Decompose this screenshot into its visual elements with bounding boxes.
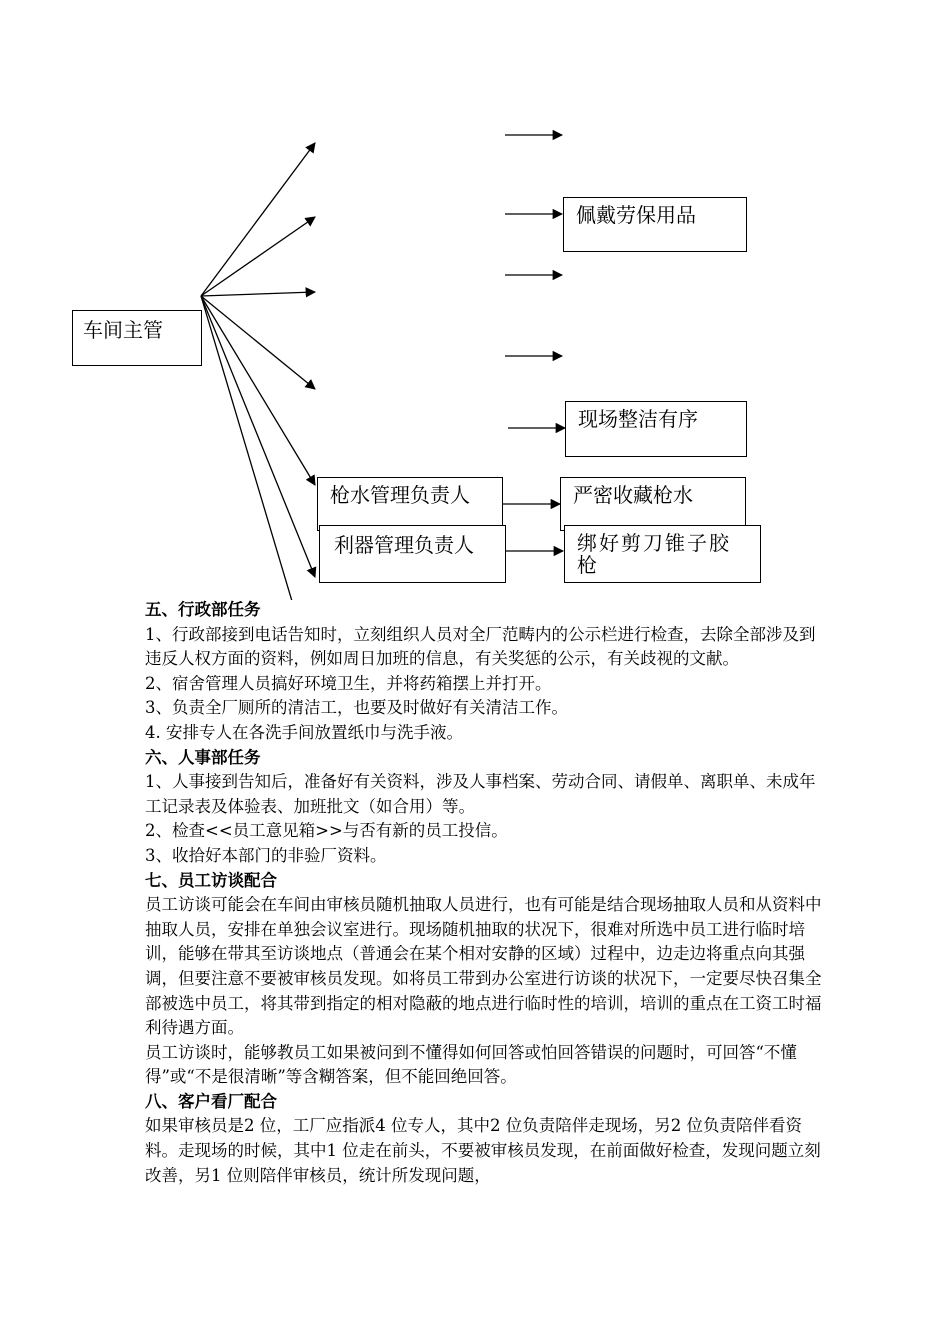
arrow-root-1 — [201, 143, 315, 296]
section-7-heading: 七、员工访谈配合 — [145, 870, 277, 890]
tool-task-line2: 枪 — [577, 553, 599, 577]
arrow-root-4 — [201, 296, 315, 389]
section-5-heading: 五、行政部任务 — [145, 600, 261, 619]
arrow-root-6 — [201, 296, 315, 577]
arrow-root-3 — [201, 292, 315, 296]
tool-owner-box — [319, 525, 506, 583]
tool-task-box — [564, 525, 761, 583]
section-6-heading: 六、人事部任务 — [145, 747, 261, 767]
section-7-para-1: 员工访谈可能会在车间由审核员随机抽取人员进行，也有可能是结合现场抽取人员和从资料中抽取人员，安排在单独会议室进行。现场随机抽取的状况下，很难对所选中员工进行临时培训，能够在带其至访谈地点（普通会在某个相对安静的区域）过程中，边走边将重点向其强调，但要注意不要被审核员发现。如将员工带到办公室进行访谈的状况下，一定要尽快召集全部被选中员工，将其带到指定的相对隐蔽的地点进行临时性的培训，培训的重点在工资工时福利待遇方面。 — [145, 895, 822, 1038]
section-6-para-3: 3、收拾好本部门的非验厂资料。 — [145, 845, 387, 865]
gun-task-box — [560, 477, 746, 531]
site-box — [565, 401, 747, 457]
site-label: 现场整洁有序 — [578, 407, 698, 431]
root-box — [72, 310, 202, 366]
root-label: 车间主管 — [83, 318, 163, 342]
section-8-heading: 八、客户看厂配合 — [145, 1091, 277, 1111]
arrow-root-7 — [201, 296, 300, 600]
gun-task-label: 严密收藏枪水 — [573, 483, 693, 507]
section-5-para-3: 3、负责全厂厕所的清洁工，也要及时做好有关清洁工作。 — [145, 698, 568, 718]
section-5-para-2: 2、宿舍管理人员搞好环境卫生，并将药箱摆上并打开。 — [145, 673, 552, 693]
arrow-root-5 — [201, 296, 315, 485]
tool-owner-label: 利器管理负责人 — [334, 533, 474, 557]
section-5-para-4: 4. 安排专人在各洗手间放置纸巾与洗手液。 — [145, 722, 463, 742]
section-8-para-1: 如果审核员是2 位，工厂应指派4 位专人，其中2 位负责陪伴走现场，另2 位负责陪伴看资料。走现场的时候，其中1 位走在前头，不要被审核员发现，在前面做好检查，发现问题立刻改善，另1 位则陪伴审核员，统计所发现问题， — [145, 1116, 821, 1185]
section-5-para-1: 1、行政部接到电话告知时，立刻组织人员对全厂范畴内的公示栏进行检查，去除全部涉及到违反人权方面的资料，例如周日加班的信息，有关奖惩的公示，有关歧视的文献。 — [145, 624, 816, 669]
gun-owner-label: 枪水管理负责人 — [330, 483, 470, 507]
section-6-para-2: 2、检查<<员工意见箱>>与否有新的员工投信。 — [145, 821, 508, 841]
ppe-box — [563, 197, 747, 252]
arrow-root-2 — [201, 217, 315, 296]
gun-owner-box — [317, 477, 503, 531]
body-text — [145, 598, 825, 1188]
ppe-label: 佩戴劳保用品 — [576, 203, 696, 227]
section-6-para-1: 1、人事接到告知后，准备好有关资料，涉及人事档案、劳动合同、请假单、离职单、未成年工记录表及体验表、加班批文（如合用）等。 — [145, 772, 816, 816]
tool-task-line1: 绑好剪刀锥子胶 — [577, 531, 731, 555]
section-7-para-2: 员工访谈时，能够教员工如果被问到不懂得如何回答或怕回答错误的问题时，可回答“不懂得”或“不是很清晰”等含糊答案，但不能回绝回答。 — [145, 1042, 797, 1087]
